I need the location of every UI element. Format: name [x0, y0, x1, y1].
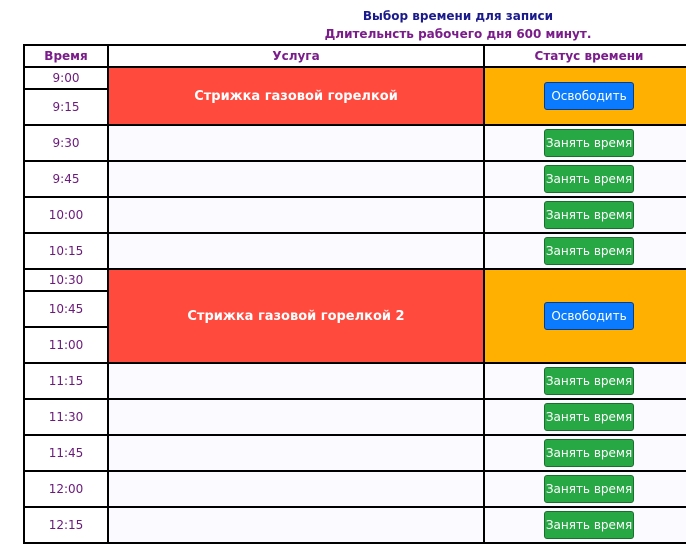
booked-status-cell [484, 67, 686, 125]
book-time-button[interactable]: Занять время [544, 367, 634, 395]
time-cell: 9:15 [24, 89, 108, 125]
table-header-row [24, 45, 686, 67]
time-cell: 9:45 [24, 161, 108, 197]
free-status-cell [484, 507, 686, 543]
book-time-button[interactable]: Занять время [544, 511, 634, 539]
table-row [24, 161, 686, 197]
empty-service-cell [108, 125, 484, 161]
table-row [24, 399, 686, 435]
free-status-cell [484, 125, 686, 161]
release-button[interactable]: Освободить [544, 302, 634, 330]
book-time-button[interactable]: Занять время [544, 237, 634, 265]
column-header-service: Услуга [108, 45, 484, 67]
column-header-status: Статус времени [484, 45, 686, 67]
time-cell: 11:45 [24, 435, 108, 471]
free-status-cell [484, 363, 686, 399]
table-row [24, 233, 686, 269]
book-time-button[interactable]: Занять время [544, 129, 634, 157]
time-cell: 10:00 [24, 197, 108, 233]
empty-service-cell [108, 363, 484, 399]
empty-service-cell [108, 197, 484, 233]
free-status-cell [484, 197, 686, 233]
time-cell: 12:15 [24, 507, 108, 543]
empty-service-cell [108, 435, 484, 471]
page-subtitle: Длительнсть рабочего дня 600 минут. [324, 27, 592, 41]
schedule-table [23, 44, 686, 544]
free-status-cell [484, 233, 686, 269]
table-row [24, 269, 686, 291]
empty-service-cell [108, 233, 484, 269]
time-cell: 12:00 [24, 471, 108, 507]
free-status-cell [484, 471, 686, 507]
free-status-cell [484, 161, 686, 197]
table-row [24, 67, 686, 89]
empty-service-cell [108, 471, 484, 507]
table-row [24, 125, 686, 161]
table-row [24, 363, 686, 399]
booked-service-cell: Стрижка газовой горелкой [108, 67, 484, 125]
free-status-cell [484, 435, 686, 471]
schedule-body [24, 67, 686, 543]
time-cell: 10:45 [24, 291, 108, 327]
release-button[interactable]: Освободить [544, 82, 634, 110]
free-status-cell [484, 399, 686, 435]
table-row [24, 435, 686, 471]
table-row [24, 197, 686, 233]
book-time-button[interactable]: Занять время [544, 403, 634, 431]
time-cell: 11:15 [24, 363, 108, 399]
page-title: Выбор времени для записи [362, 9, 554, 23]
book-time-button[interactable]: Занять время [544, 201, 634, 229]
time-cell: 9:30 [24, 125, 108, 161]
empty-service-cell [108, 399, 484, 435]
book-time-button[interactable]: Занять время [544, 439, 634, 467]
time-cell: 11:30 [24, 399, 108, 435]
time-cell: 10:15 [24, 233, 108, 269]
time-cell: 9:00 [24, 67, 108, 89]
table-row [24, 507, 686, 543]
booked-status-cell [484, 269, 686, 363]
table-row [24, 471, 686, 507]
empty-service-cell [108, 161, 484, 197]
column-header-time: Время [24, 45, 108, 67]
time-cell: 11:00 [24, 327, 108, 363]
booked-service-cell: Стрижка газовой горелкой 2 [108, 269, 484, 363]
empty-service-cell [108, 507, 484, 543]
time-cell: 10:30 [24, 269, 108, 291]
book-time-button[interactable]: Занять время [544, 165, 634, 193]
book-time-button[interactable]: Занять время [544, 475, 634, 503]
